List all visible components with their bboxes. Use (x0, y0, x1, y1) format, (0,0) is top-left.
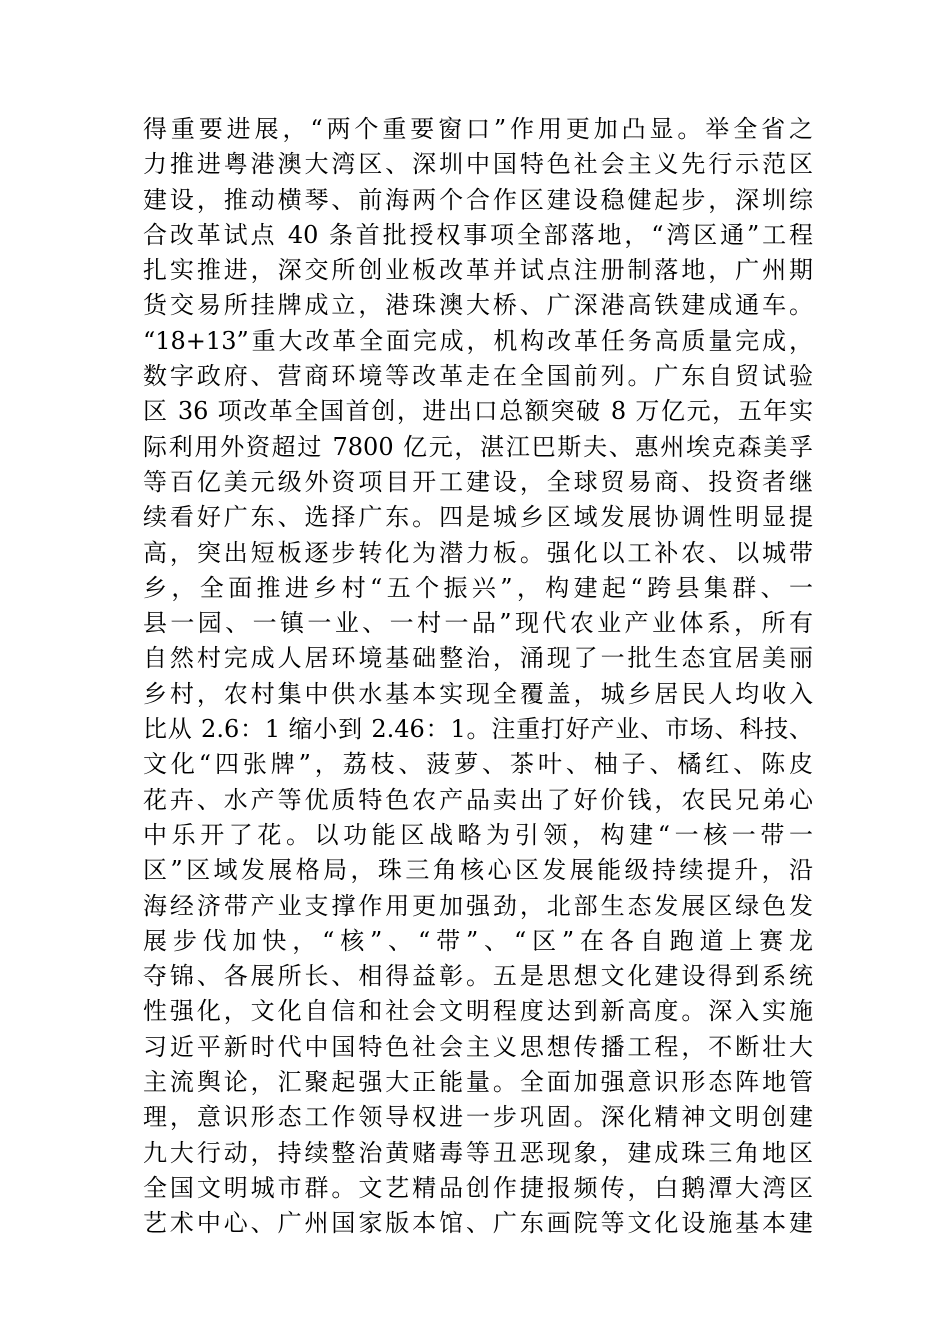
text-line: 乡村，农村集中供水基本实现全覆盖，城乡居民人均收入 (143, 679, 813, 708)
text-line: 区”区域发展格局，珠三角核心区发展能级持续提升，沿 (143, 856, 813, 885)
text-line: 乡，全面推进乡村“五个振兴”，构建起“跨县集群、一 (143, 573, 813, 602)
text-line: 续看好广东、选择广东。四是城乡区域发展协调性明显提 (143, 503, 813, 532)
body-text (143, 112, 813, 1242)
text-line: 花卉、水产等优质特色农产品卖出了好价钱，农民兄弟心 (143, 785, 813, 814)
text-line: 县一园、一镇一业、一村一品”现代农业产业体系，所有 (143, 609, 813, 638)
text-line: 扎实推进，深交所创业板改革并试点注册制落地，广州期 (143, 256, 813, 285)
text-line: 中乐开了花。以功能区战略为引领，构建“一核一带一 (143, 820, 813, 849)
text-line: 文化“四张牌”，荔枝、菠萝、茶叶、柚子、橘红、陈皮 (143, 750, 813, 779)
text-line: “18+13”重大改革全面完成，机构改革任务高质量完成， (143, 326, 813, 355)
text-line: 等百亿美元级外资项目开工建设，全球贸易商、投资者继 (143, 467, 813, 496)
text-line: 际利用外资超过 7800 亿元，湛江巴斯夫、惠州埃克森美孚 (143, 432, 813, 461)
text-line: 九大行动，持续整治黄赌毒等丑恶现象，建成珠三角地区 (143, 1138, 813, 1167)
text-line: 比从 2.6：1 缩小到 2.46：1。注重打好产业、市场、科技、 (143, 715, 813, 744)
text-line: 得重要进展，“两个重要窗口”作用更加凸显。举全省之 (143, 115, 813, 143)
text-line: 数字政府、营商环境等改革走在全国前列。广东自贸试验 (143, 362, 813, 391)
text-line: 区 36 项改革全国首创，进出口总额突破 8 万亿元，五年实 (143, 397, 813, 426)
text-line: 习近平新时代中国特色社会主义思想传播工程，不断壮大 (143, 1032, 813, 1061)
text-line: 理，意识形态工作领导权进一步巩固。深化精神文明创建 (143, 1103, 813, 1132)
text-line: 海经济带产业支撑作用更加强劲，北部生态发展区绿色发 (143, 891, 813, 920)
text-line: 建设，推动横琴、前海两个合作区建设稳健起步，深圳综 (143, 185, 813, 214)
text-line: 高，突出短板逐步转化为潜力板。强化以工补农、以城带 (143, 538, 813, 567)
text-line: 艺术中心、广州国家版本馆、广东画院等文化设施基本建 (143, 1209, 813, 1238)
text-line: 性强化，文化自信和社会文明程度达到新高度。深入实施 (143, 997, 813, 1026)
text-line: 自然村完成人居环境基础整治，涌现了一批生态宜居美丽 (143, 644, 813, 673)
text-line: 全国文明城市群。文艺精品创作捷报频传，白鹅潭大湾区 (143, 1173, 813, 1202)
text-line: 主流舆论，汇聚起强大正能量。全面加强意识形态阵地管 (143, 1068, 813, 1097)
text-line: 夺锦、各展所长、相得益彰。五是思想文化建设得到系统 (143, 962, 813, 991)
text-line: 力推进粤港澳大湾区、深圳中国特色社会主义先行示范区 (143, 150, 813, 179)
text-line: 展步伐加快，“核”、“带”、“区”在各自跑道上赛龙 (143, 926, 813, 955)
text-line: 货交易所挂牌成立，港珠澳大桥、广深港高铁建成通车。 (143, 291, 813, 320)
text-line: 合改革试点 40 条首批授权事项全部落地，“湾区通”工程 (143, 220, 813, 249)
